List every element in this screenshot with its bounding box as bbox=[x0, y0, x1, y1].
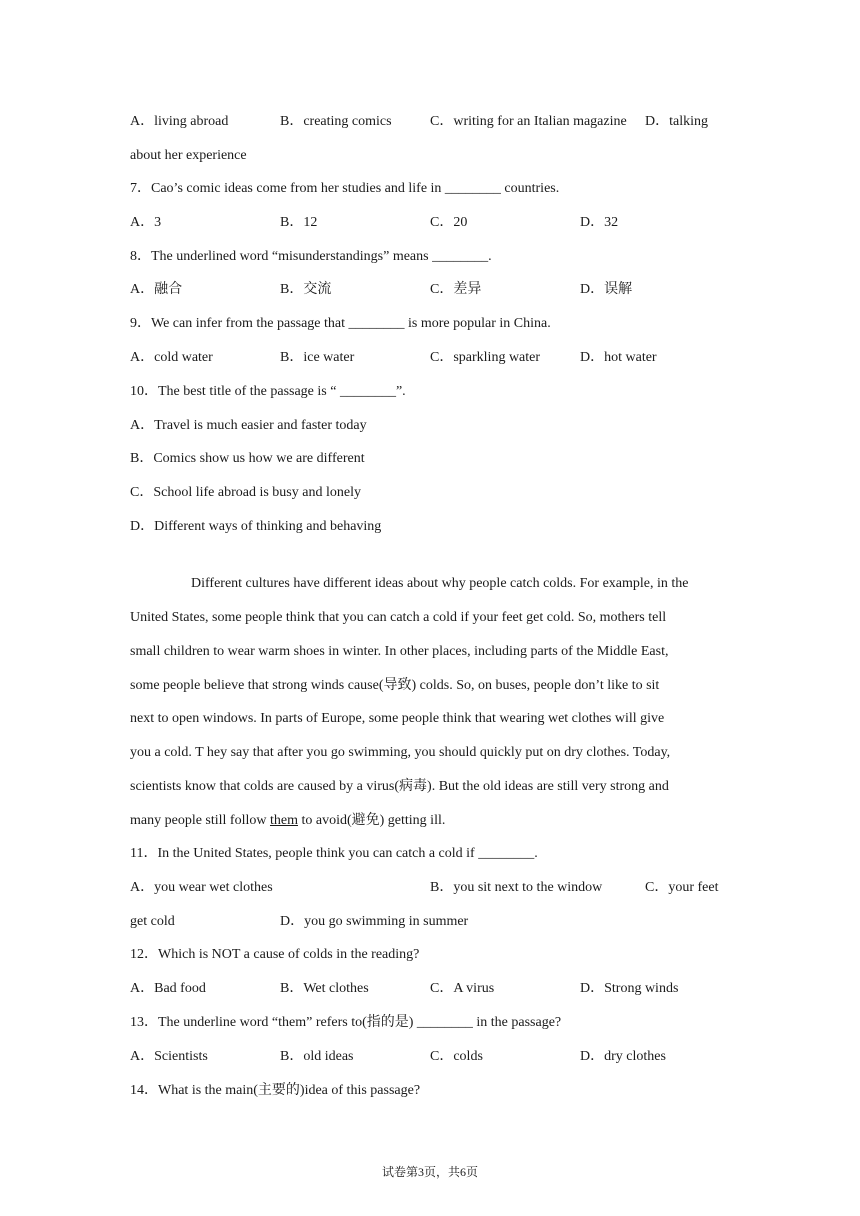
q9-option-b: B．ice water bbox=[280, 350, 355, 365]
q11-option-c-continuation: get cold bbox=[130, 914, 175, 929]
q12-option-a: A．Bad food bbox=[130, 981, 206, 996]
q13-option-b: B．old ideas bbox=[280, 1049, 354, 1064]
q7-option-b: B．12 bbox=[280, 215, 318, 230]
passage-line: next to open windows. In parts of Europe, some people think that wearing wet clothes will give bbox=[130, 711, 665, 726]
q13-option-d: D．dry clothes bbox=[580, 1049, 666, 1064]
q10-option-d: D．Different ways of thinking and behaving bbox=[130, 519, 382, 534]
passage-line: some people believe that strong winds cause(导致) colds. So, on buses, people don’t like to sit bbox=[130, 678, 660, 693]
q6-option-c: C．writing for an Italian magazine bbox=[430, 114, 627, 129]
passage-line: you a cold. T hey say that after you go swimming, you should quickly put on dry clothes. Today, bbox=[130, 745, 671, 760]
q10-stem: 10．The best title of the passage is “ ________”. bbox=[130, 384, 406, 399]
q13-stem: 13．The underline word “them” refers to(指的是) ________ in the passage? bbox=[130, 1015, 562, 1030]
q6-option-a: A．living abroad bbox=[130, 114, 229, 129]
q11-option-d: D．you go swimming in summer bbox=[280, 914, 469, 929]
page-footer: 试卷第3页，共6页 bbox=[381, 1165, 478, 1179]
q8-stem: 8．The underlined word “misunderstandings” means ________. bbox=[130, 249, 492, 264]
q8-option-c: C．差异 bbox=[430, 282, 482, 297]
q6-option-d-continuation: about her experience bbox=[130, 148, 247, 163]
q6-option-b: B．creating comics bbox=[280, 114, 392, 129]
passage-line: scientists know that colds are caused by a virus(病毒). But the old ideas are still very strong and bbox=[130, 779, 669, 794]
q9-option-d: D．hot water bbox=[580, 350, 657, 365]
q11-option-a: A．you wear wet clothes bbox=[130, 880, 273, 895]
q8-option-a: A．融合 bbox=[130, 282, 183, 297]
underlined-word-them: them bbox=[269, 813, 298, 828]
q12-option-d: D．Strong winds bbox=[580, 981, 679, 996]
q11-stem: 11．In the United States, people think you can catch a cold if ________. bbox=[130, 846, 538, 861]
q7-option-d: D．32 bbox=[580, 215, 619, 230]
q8-option-d: D．误解 bbox=[580, 282, 633, 297]
q14-stem: 14．What is the main(主要的)idea of this passage? bbox=[130, 1083, 421, 1098]
q12-option-c: C．A virus bbox=[430, 981, 495, 996]
q10-option-b: B．Comics show us how we are different bbox=[130, 451, 365, 466]
q8-option-b: B．交流 bbox=[280, 282, 332, 297]
q12-option-b: B．Wet clothes bbox=[280, 981, 369, 996]
passage-text: to avoid(避免) getting ill. bbox=[297, 813, 446, 828]
q12-stem: 12．Which is NOT a cause of colds in the reading? bbox=[130, 947, 420, 962]
q6-option-d: D．talking bbox=[645, 114, 708, 129]
q9-stem: 9．We can infer from the passage that ________ is more popular in China. bbox=[130, 316, 551, 331]
q11-option-b: B．you sit next to the window bbox=[430, 880, 603, 895]
q7-option-a: A．3 bbox=[130, 215, 162, 230]
passage-text: many people still follow bbox=[130, 813, 270, 828]
q13-option-c: C．colds bbox=[430, 1049, 483, 1064]
q10-option-a: A．Travel is much easier and faster today bbox=[130, 418, 367, 433]
q11-option-c: C．your feet bbox=[645, 880, 719, 895]
q13-option-a: A．Scientists bbox=[130, 1049, 208, 1064]
passage-line: United States, some people think that you can catch a cold if your feet get cold. So, mothers tell bbox=[130, 610, 667, 625]
q10-option-c: C．School life abroad is busy and lonely bbox=[130, 485, 361, 500]
passage-line: small children to wear warm shoes in winter. In other places, including parts of the Middle East, bbox=[130, 644, 669, 659]
q9-option-c: C．sparkling water bbox=[430, 350, 541, 365]
passage-line: Different cultures have different ideas about why people catch colds. For example, in the bbox=[191, 576, 689, 591]
q7-option-c: C．20 bbox=[430, 215, 468, 230]
q7-stem: 7．Cao’s comic ideas come from her studies and life in ________ countries. bbox=[130, 181, 560, 196]
passage-last-line bbox=[130, 812, 735, 830]
q9-option-a: A．cold water bbox=[130, 350, 213, 365]
